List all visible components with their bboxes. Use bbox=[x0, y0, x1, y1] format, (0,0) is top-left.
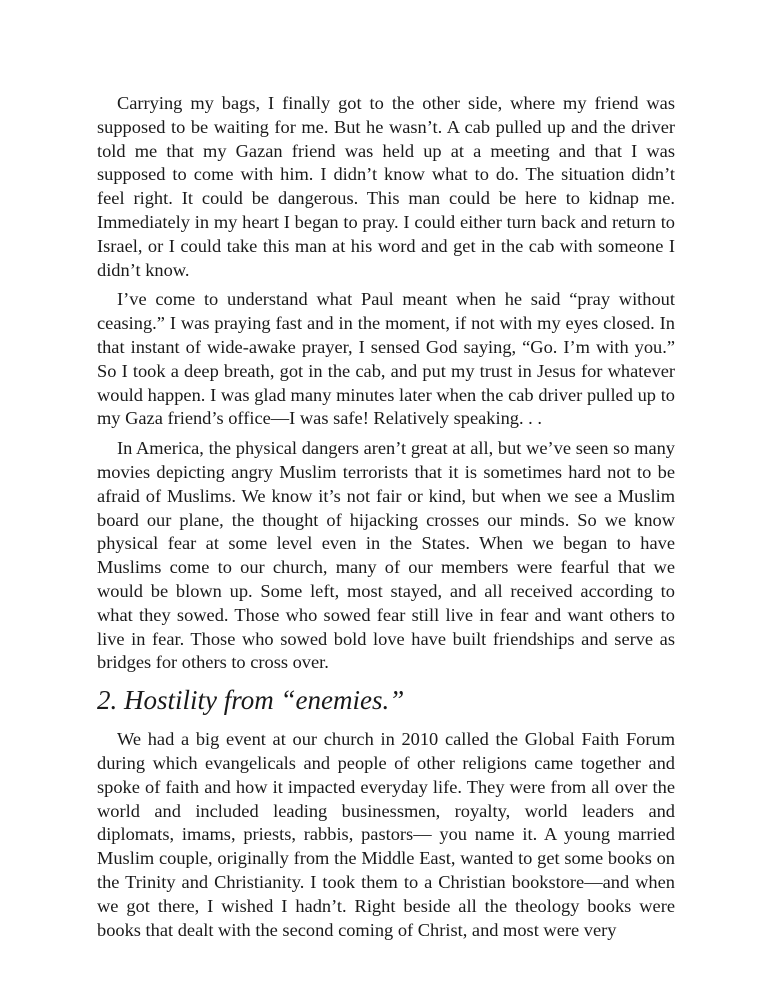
paragraph-fear-in-america: In America, the physical dangers aren’t great at all, but we’ve seen so many movies depicting angry Muslim terrorists that it is sometimes hard not to be afraid of Muslims. We know it’s not fair or kind, but when we see a Muslim board our plane, the thought of hijacking crosses our minds. So we know physical fear at some level even in the States. When we began to have Muslims come to our church, many of our members were fearful that we would be blown up. Some left, most stayed, and all received according to what they sowed. Those who sowed fear still live in fear and want others to live in fear. Those who sowed bold love have built friendships and serve as bridges for others to cross over. bbox=[97, 438, 675, 673]
paragraph-pray-without-ceasing: I’ve come to understand what Paul meant when he said “pray without ceasing.” I was praying fast and in the moment, if not with my eyes closed. In that instant of wide-awake prayer, I sensed God saying, “Go. I’m with you.” So I took a deep breath, got in the cab, and put my trust in Jesus for whatever would happen. I was glad many minutes later when the cab driver pulled up to my Gaza friend’s office—I was safe! Relatively speaking. . . bbox=[97, 289, 675, 429]
page-body bbox=[97, 92, 675, 948]
section-heading: 2. Hostility from “enemies.” bbox=[97, 685, 405, 716]
paragraph-global-faith-forum: We had a big event at our church in 2010 called the Global Faith Forum during which evangelicals and people of other religions came together and spoke of faith and how it impacted everyday life. They were from all over the world and included leading businessmen, royalty, world leaders and diplomats, imams, priests, rabbis, pastors— you name it. A young married Muslim couple, originally from the Middle East, wanted to get some books on the Trinity and Christianity. I took them to a Christian bookstore—and when we got there, I wished I hadn’t. Right beside all the theology books were books that dealt with the second coming of Christ, and most were very bbox=[97, 729, 675, 940]
paragraph-cab-arrival: Carrying my bags, I finally got to the other side, where my friend was supposed to be waiting for me. But he wasn’t. A cab pulled up and the driver told me that my Gazan friend was held up at a meeting and that I was supposed to come with him. I didn’t know what to do. The situation didn’t feel right. It could be dangerous. This man could be here to kidnap me. Immediately in my heart I began to pray. I could either turn back and return to Israel, or I could take this man at his word and get in the cab with someone I didn’t know. bbox=[97, 93, 675, 280]
